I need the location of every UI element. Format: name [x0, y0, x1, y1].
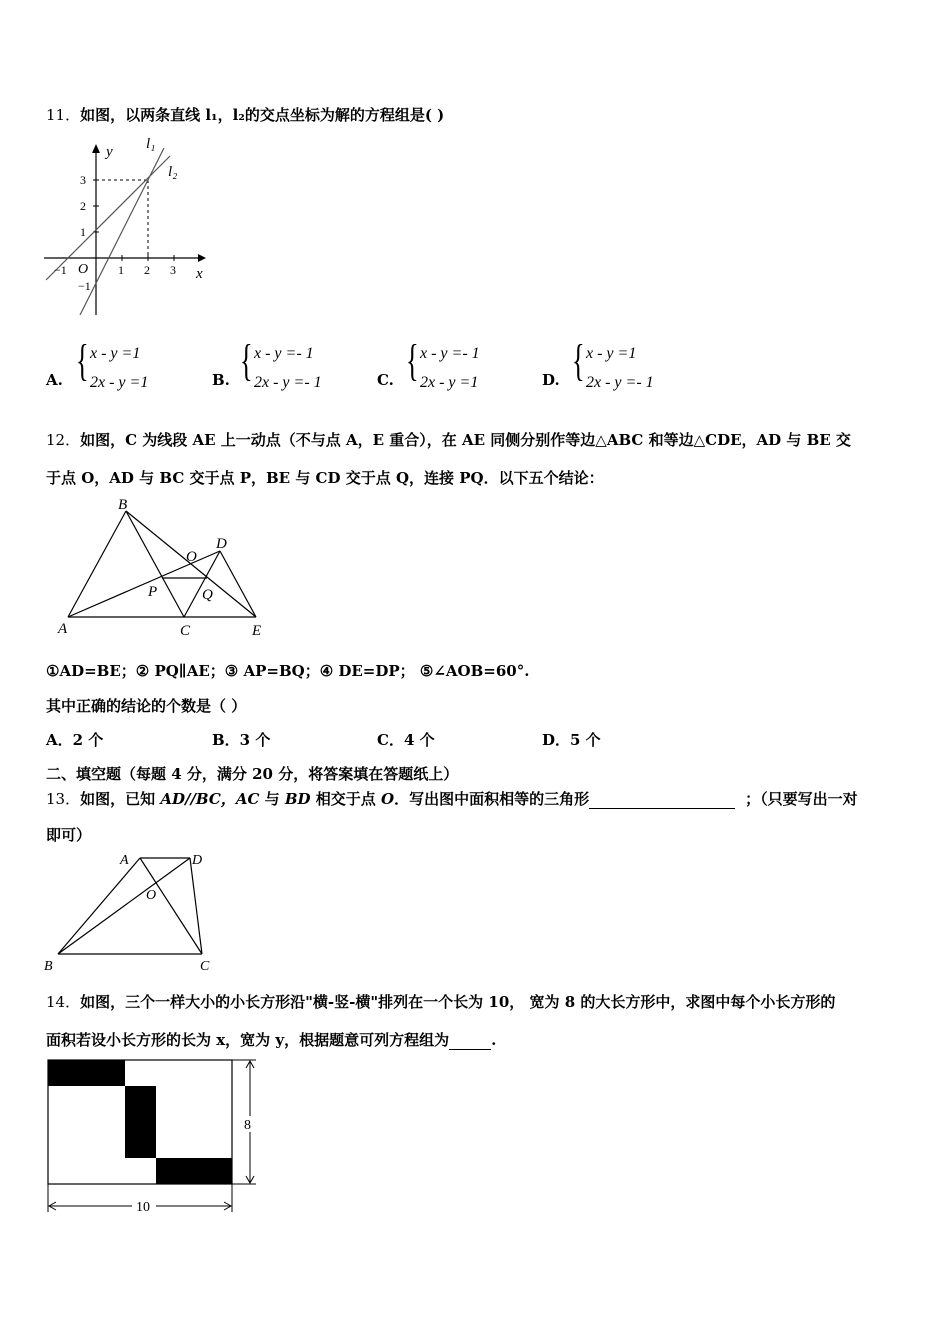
q12-label-e: E — [252, 623, 262, 639]
q11-x-tick-label: 1 — [118, 263, 124, 277]
q13-label-c: C — [200, 959, 210, 974]
q14-stem-line-2 — [46, 1029, 496, 1050]
q11-option-d-eq2: 2x - y =- 1 — [586, 374, 654, 391]
q12-label-o: O — [186, 549, 197, 565]
q12-segment-ab — [68, 511, 126, 617]
q11-y-label: y — [106, 144, 113, 160]
q11-coordinate-figure — [40, 128, 220, 323]
q12-label-d: D — [216, 536, 227, 552]
q13-text-2: AD//BC，AC — [160, 790, 260, 808]
brace-icon: { — [406, 336, 419, 385]
q13-trapezoid-figure — [40, 848, 220, 978]
q11-option-c-system — [406, 336, 526, 399]
q12-label-a: A — [58, 621, 68, 637]
q11-option-a-eq2: 2x - y =1 — [90, 374, 149, 391]
q11-line-l2 — [46, 156, 170, 280]
q12-option-a: A．2 个 — [46, 731, 104, 749]
q11-option-c-eq1: x - y =- 1 — [420, 345, 480, 362]
q11-option-a-label: A. — [46, 371, 63, 389]
q11-option-d-label: D. — [542, 371, 560, 389]
q12-option-c: C．4 个 — [377, 731, 435, 749]
q12-option-d: D．5 个 — [542, 731, 601, 749]
brace-icon: { — [572, 336, 585, 385]
q14-stem-line-1 — [46, 991, 835, 1012]
q11-l2-label: l₂ — [168, 164, 178, 180]
q14-stem-1: 如图，三个一样大小的小长方形沿"横-竖-横"排列在一个长为 10， 宽为 8 的大长方形中，求图中每个小长方形的 — [80, 993, 836, 1011]
q13-segment-ab — [58, 858, 140, 954]
q12-label-c: C — [180, 623, 191, 639]
q11-option-a-eq1: x - y =1 — [90, 345, 141, 362]
q14-answer-blank[interactable] — [449, 1035, 491, 1050]
q12-segment-bc — [126, 511, 184, 617]
q12-stem-line-1 — [46, 429, 851, 450]
q13-label-a: A — [120, 853, 129, 868]
brace-icon: { — [240, 336, 253, 385]
q14-number: 14． — [46, 993, 81, 1011]
q14-stem-2: 面积若设小长方形的长为 x，宽为 y，根据题意可列方程组为 — [46, 1031, 450, 1049]
q12-number: 12． — [46, 431, 81, 449]
q11-option-d-eq1: x - y =1 — [586, 345, 637, 362]
q11-option-a-system — [76, 336, 186, 399]
q12-stem-1: 如图，C 为线段 AE 上一动点（不与点 A，E 重合），在 AE 同侧分别作等边△ABC 和等边△CDE，AD 与 BE 交 — [80, 431, 851, 449]
q13-segment-bd — [58, 858, 190, 954]
q14-small-rectangle-bottom — [156, 1158, 232, 1184]
q11-x-tick-label: 3 — [170, 263, 176, 277]
q11-y-tick-label: 3 — [80, 173, 86, 187]
q11-option-b-eq1: x - y =- 1 — [254, 345, 314, 362]
q13-text-8: ；（只要写出一对 — [745, 790, 858, 808]
q13-stem-line-2: 即可） — [46, 826, 92, 844]
q11-x-tick-label: 2 — [144, 263, 150, 277]
q13-text-6: O — [381, 790, 395, 808]
q11-option-c-eq2: 2x - y =1 — [420, 374, 479, 391]
q14-small-rectangle-top — [48, 1060, 125, 1086]
q14-width-label: 10 — [136, 1200, 150, 1215]
q12-label-b: B — [118, 497, 128, 513]
q11-x-label: x — [196, 266, 203, 282]
q11-option-b-eq2: 2x - y =- 1 — [254, 374, 322, 391]
q14-rectangle-figure — [40, 1052, 270, 1224]
q11-y-arrow-icon — [92, 144, 100, 153]
q11-option-c-label: C. — [377, 371, 394, 389]
q12-conclusions: ①AD=BE；② PQ∥AE；③ AP=BQ；④ DE=DP； ⑤∠AOB=60°. — [46, 662, 530, 680]
q14-small-rectangle-middle — [125, 1086, 156, 1158]
q12-segment-ad — [68, 551, 220, 617]
q12-option-b: B．3 个 — [212, 731, 271, 749]
q11-l1-label: l₁ — [146, 136, 156, 152]
q13-label-o: O — [146, 888, 157, 903]
q11-line-l1 — [80, 148, 164, 315]
q13-stem-line-1 — [46, 788, 858, 809]
q12-label-p: P — [148, 584, 158, 600]
q13-text-4: BD — [284, 790, 311, 808]
q13-number: 13． — [46, 790, 81, 808]
q11-number: 11． — [46, 106, 81, 124]
q11-option-b-label: B. — [212, 371, 230, 389]
q11-option-d-system — [572, 336, 692, 399]
q11-y-tick-label: 2 — [80, 199, 86, 213]
q13-answer-blank[interactable] — [589, 794, 735, 809]
q12-segment-de — [220, 551, 256, 617]
q13-text-3: 与 — [259, 790, 285, 808]
q11-option-b-system — [240, 336, 360, 399]
q11-x-tick-label: −1 — [54, 263, 67, 277]
brace-icon: { — [76, 336, 89, 385]
q11-x-arrow-icon — [198, 254, 206, 262]
q13-label-b: B — [44, 959, 53, 974]
q12-question: 其中正确的结论的个数是（ ） — [46, 697, 247, 715]
q11-y-tick-label: 1 — [80, 225, 86, 239]
q13-text-1: 如图，已知 — [80, 790, 161, 808]
q13-segment-dc — [190, 858, 202, 954]
section2-heading: 二、填空题（每题 4 分，满分 20 分，将答案填在答题纸上） — [46, 765, 459, 783]
q11-stem-line — [46, 104, 444, 125]
q13-label-d: D — [192, 853, 203, 868]
q12-triangle-figure — [50, 493, 280, 643]
q14-height-label: 8 — [244, 1118, 251, 1133]
q11-y-tick-label: −1 — [78, 279, 91, 293]
q12-stem-line-2: 于点 O，AD 与 BC 交于点 P，BE 与 CD 交于点 Q，连接 PQ．以下五个结论： — [46, 469, 604, 487]
q11-origin-label: O — [78, 262, 89, 277]
q13-text-7: ．写出图中面积相等的三角形 — [394, 790, 590, 808]
q12-label-q: Q — [202, 587, 213, 603]
q13-text-5: 相交于点 — [310, 790, 381, 808]
q14-stem-2-end: . — [491, 1031, 497, 1049]
q11-stem: 如图，以两条直线 l₁，l₂的交点坐标为解的方程组是( ) — [80, 106, 445, 124]
